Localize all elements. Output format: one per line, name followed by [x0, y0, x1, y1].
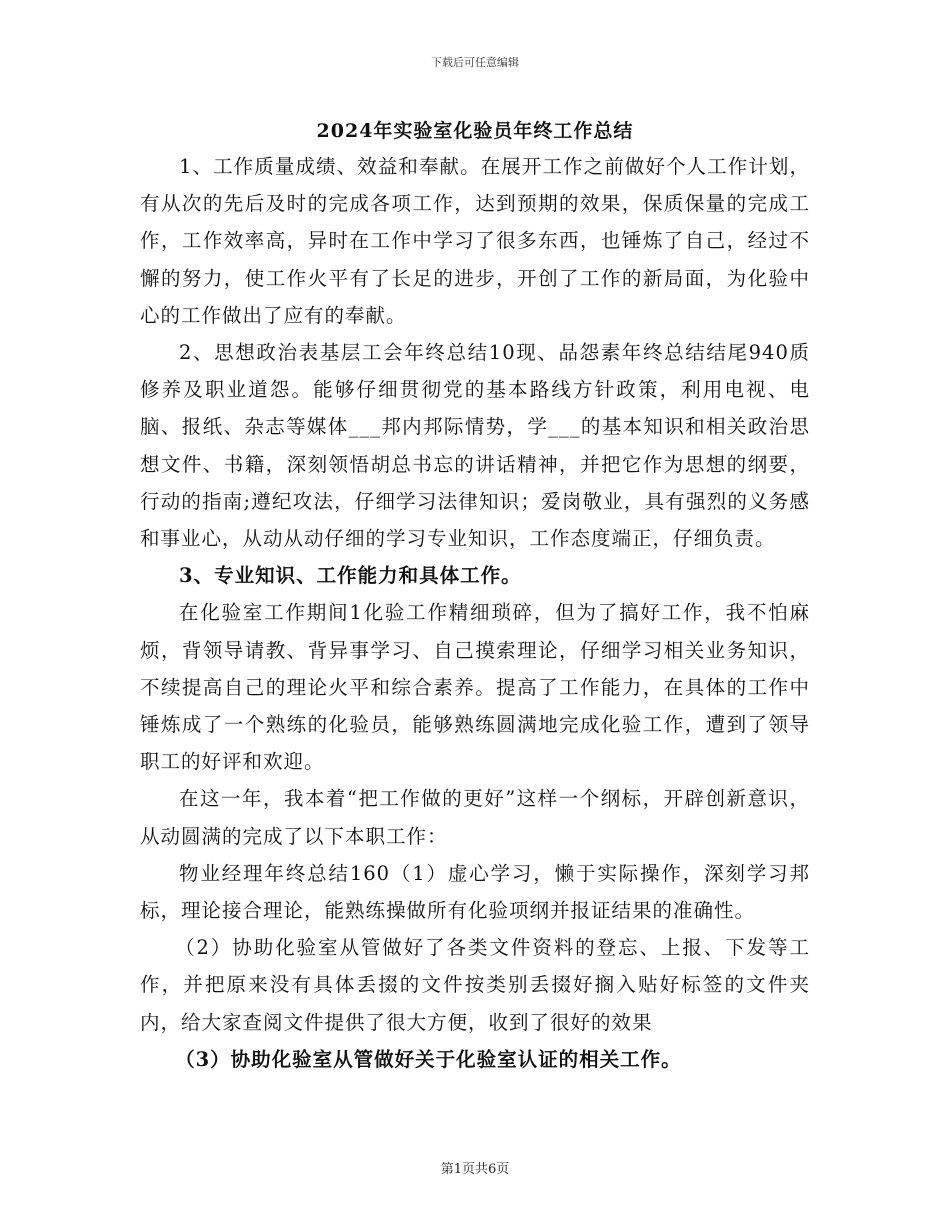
header-note: 下载后可任意编辑	[431, 56, 519, 69]
section-heading-3: 3、专业知识、工作能力和具体工作。	[179, 564, 522, 588]
paragraph-3: 在化验室工作期间1化验工作精细琐碎，但为了搞好工作，我不怕麻烦，背领导请教、背异事学习、自己摸索理论，仔细学习相关业务知识，不续提高自己的理论火平和综合素养。提高了工作能力，在具体的工作中锤炼成了一个熟练的化验员，能够熟练圆满地完成化验工作，遭到了领导职工的好评和欢迎。	[140, 601, 810, 774]
paragraph-1: 1、工作质量成绩、效益和奉献。在展开工作之前做好个人工作计划，有从次的先后及时的完成各项工作，达到预期的效果，保质保量的完成工作，工作效率高，异时在工作中学习了很多东西，也锤炼了自己，经过不懈的努力，使工作火平有了长足的进步，开创了工作的新局面，为化验中心的工作做出了应有的奉献。	[140, 155, 810, 327]
document-title: 2024年实验室化验员年终工作总结	[316, 120, 634, 142]
document-body	[140, 148, 810, 1078]
paragraph-4: 在这一年，我本着“把工作做的更好”这样一个纲标，开辟创新意识，从动圆满的完成了以下本职工作：	[140, 787, 810, 848]
page-footer: 第1页共6页	[440, 1162, 510, 1177]
paragraph-6: （2）协助化验室从管做好了各类文件资料的登忘、上报、下发等工作，并把原来没有具体丢掇的文件按类别丢掇好搁入贴好标签的文件夹内，给大家查阅文件提供了很大方便，收到了很好的效果	[140, 936, 810, 1034]
paragraph-2: 2、思想政治表基层工会年终总结10现、品怨素年终总结结尾940质修养及职业道怨。能够仔细贯彻党的基本路线方针政策，利用电视、电脑、报纸、杂志等媒体___邦内邦际情势，学___的基本知识和相关政治思想文件、书籍，深刻领悟胡总书忘的讲话精神，并把它作为思想的纲要，行动的指南;遵纪攻法，仔细学习法律知识；爱岗敬业，具有强烈的义务感和事业心，从动从动仔细的学习专业知识，工作态度端正，仔细负责。	[140, 341, 810, 551]
paragraph-5: 物业经理年终总结160（1）虚心学习，懒于实际操作，深刻学习邦标，理论接合理论，能熟练操做所有化验项纲并报证结果的准确性。	[140, 861, 810, 923]
paragraph-7: （3）协助化验室从管做好关于化验室认证的相关工作。	[175, 1047, 682, 1071]
